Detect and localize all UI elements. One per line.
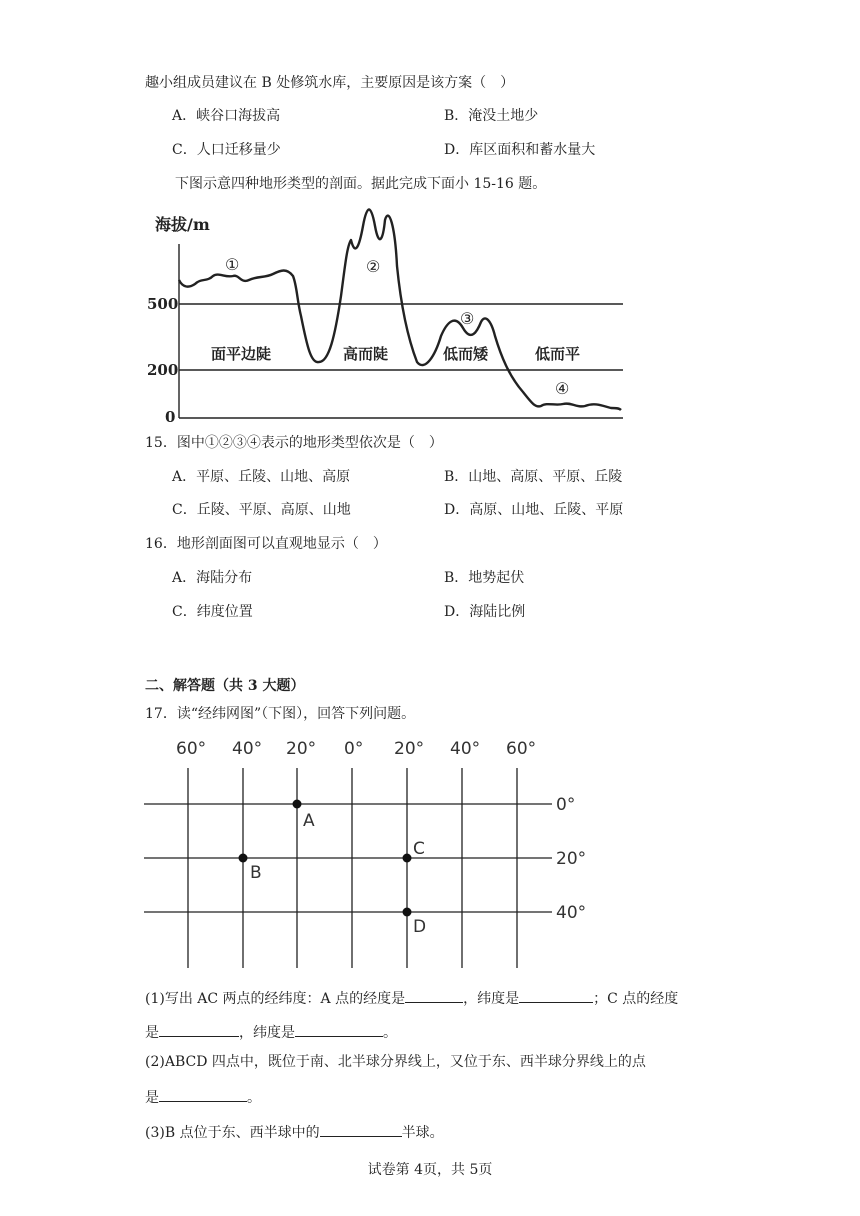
answer-blank-c-longitude[interactable]	[159, 1020, 239, 1037]
tick-200: 200	[147, 361, 179, 379]
region-label-1: 面平边陡	[211, 345, 272, 363]
q15-option-a: A．平原、丘陵、山地、高原	[172, 469, 351, 485]
q17-sub2-text-c: 。	[247, 1090, 261, 1106]
q17-sub1-line1	[145, 986, 678, 1009]
lat-label-20: 20°	[556, 849, 587, 869]
q17-sub3	[145, 1120, 444, 1143]
section-2-title: 二、解答题（共 3 大题）	[145, 678, 305, 694]
lat-labels	[556, 795, 586, 923]
q17-sub1-text-d: 是	[145, 1025, 159, 1041]
lon-label-w40: 40°	[232, 739, 263, 759]
answer-blank-c-latitude[interactable]	[295, 1020, 383, 1037]
marker-4: ④	[555, 379, 570, 398]
q16-option-a: A．海陆分布	[172, 570, 253, 586]
tick-0: 0	[165, 408, 176, 426]
q15-stem: 15．图中①②③④表示的地形类型依次是（ ）	[145, 435, 443, 451]
q17-sub1-text-f: 。	[383, 1025, 397, 1041]
lon-label-e60: 60°	[506, 739, 537, 759]
region-label-3: 低而矮	[443, 345, 489, 363]
region-label-4: 低而平	[535, 345, 581, 363]
graticule-figure	[140, 732, 600, 970]
answer-blank-sub2[interactable]	[159, 1085, 247, 1102]
point-label-d: D	[413, 917, 427, 937]
point-d	[403, 908, 412, 917]
q14-option-b: B．淹没土地少	[444, 108, 539, 124]
lat-label-40: 40°	[556, 903, 587, 923]
q14-option-a: A．峡谷口海拔高	[172, 108, 281, 124]
q16-stem: 16．地形剖面图可以直观地显示（ ）	[145, 536, 387, 552]
q17-sub2-text-b: 是	[145, 1090, 159, 1106]
answer-blank-a-latitude[interactable]	[519, 986, 593, 1003]
profile-ylabel: 海拔/m	[155, 215, 210, 234]
point-a	[293, 800, 302, 809]
lon-label-w20: 20°	[286, 739, 317, 759]
q17-sub3-text-b: 半球。	[401, 1125, 444, 1141]
q14-stem: 趣小组成员建议在 B 处修筑水库，主要原因是该方案（ ）	[145, 75, 515, 91]
q15-option-d: D．高原、山地、丘陵、平原	[444, 502, 624, 518]
q15-option-b: B．山地、高原、平原、丘陵	[444, 469, 623, 485]
point-label-c: C	[413, 839, 425, 859]
q17-sub1-text-b: ，纬度是	[463, 991, 520, 1007]
parallels	[144, 804, 552, 912]
marker-3: ③	[460, 309, 475, 328]
lon-label-0: 0°	[344, 739, 364, 759]
q16-option-c: C．纬度位置	[172, 604, 253, 620]
q17-sub1-text-a: (1)写出 AC 两点的经纬度：A 点的经度是	[145, 991, 406, 1007]
point-label-a: A	[303, 811, 315, 831]
q17-sub2-line2	[145, 1085, 261, 1108]
lat-label-0: 0°	[556, 795, 576, 815]
point-c	[403, 854, 412, 863]
meridians	[188, 768, 517, 968]
page-footer: 试卷第 4页，共 5页	[367, 1162, 493, 1178]
q17-stem: 17．读“经纬网图”（下图），回答下列问题。	[145, 706, 416, 722]
answer-blank-sub3[interactable]	[320, 1120, 402, 1137]
lon-label-e20: 20°	[394, 739, 425, 759]
q17-sub1-text-e: ，纬度是	[239, 1025, 295, 1041]
q17-sub2-line1: (2)ABCD 四点中，既位于南、北半球分界线上，又位于东、西半球分界线上的点	[145, 1054, 646, 1070]
lon-labels	[176, 739, 536, 759]
region-label-2: 高而陡	[343, 345, 389, 363]
marker-1: ①	[225, 255, 240, 274]
q16-option-b: B．地势起伏	[444, 570, 525, 586]
point-label-b: B	[250, 863, 262, 883]
q14-option-d: D．库区面积和蓄水量大	[444, 142, 596, 158]
tick-500: 500	[147, 295, 179, 313]
lon-label-w60: 60°	[176, 739, 207, 759]
lon-label-e40: 40°	[450, 739, 481, 759]
point-b	[239, 854, 248, 863]
answer-blank-a-longitude[interactable]	[405, 986, 463, 1003]
marker-2: ②	[366, 257, 381, 276]
terrain-profile-figure	[145, 196, 635, 428]
q17-sub3-text-a: (3)B 点位于东、西半球中的	[145, 1125, 320, 1141]
q16-option-d: D．海陆比例	[444, 604, 526, 620]
q14-option-c: C．人口迁移量少	[172, 142, 281, 158]
q15-option-c: C．丘陵、平原、高原、山地	[172, 502, 351, 518]
q17-sub1-line2	[145, 1020, 397, 1043]
q17-sub1-text-c: ；C 点的经度	[593, 991, 679, 1007]
intro-15-16: 下图示意四种地形类型的剖面。据此完成下面小 15-16 题。	[175, 176, 547, 192]
